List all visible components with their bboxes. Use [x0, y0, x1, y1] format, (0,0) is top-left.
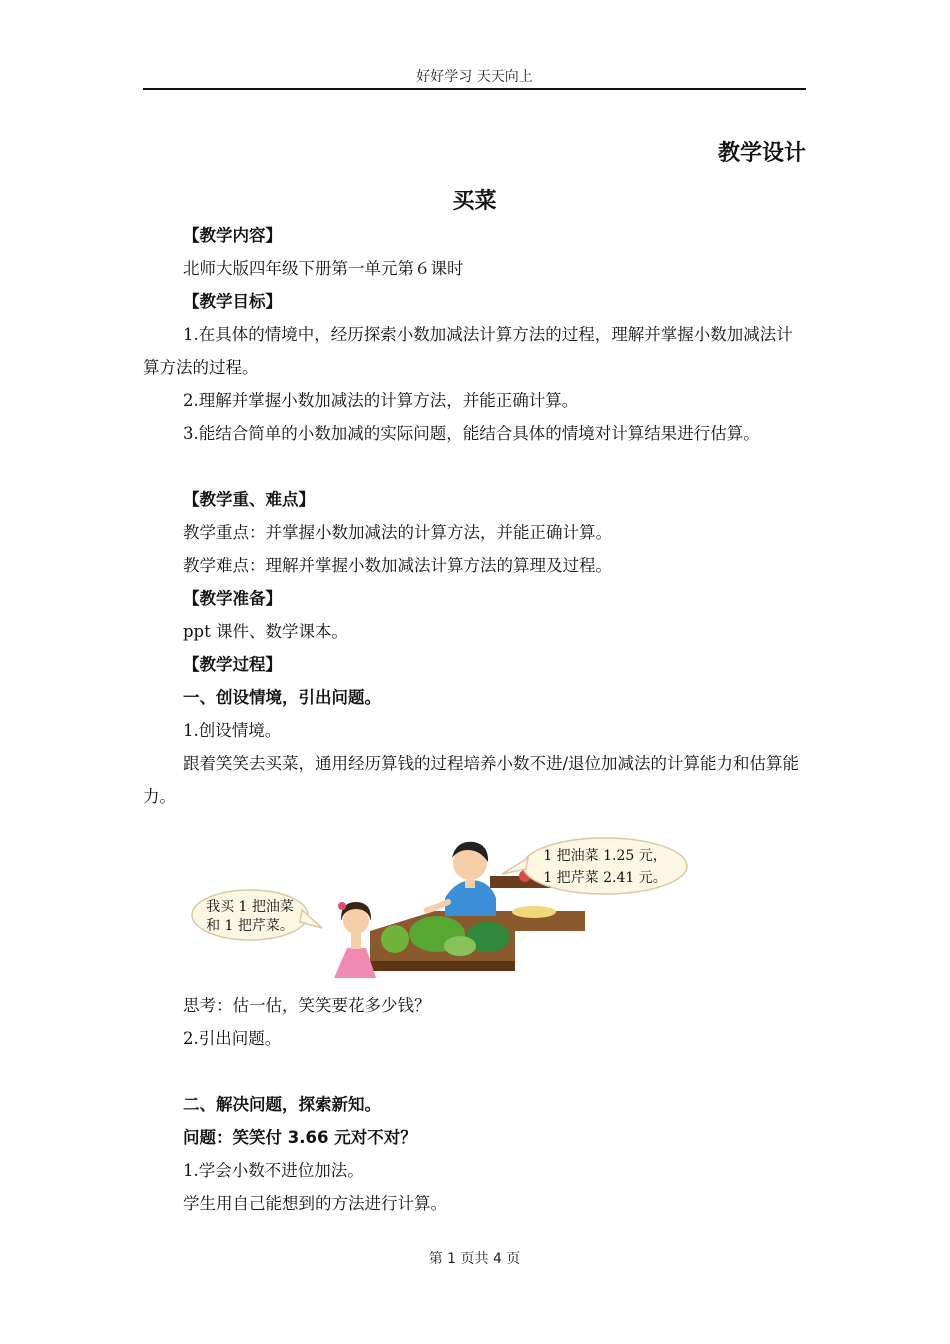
girl-head [343, 908, 369, 934]
prep-text: ppt 课件、数学课本。 [183, 622, 348, 641]
vendor-arm [427, 902, 448, 910]
page-header: 好好学习 天天向上 [416, 69, 533, 85]
goal-2: 2.理解并掌握小数加减法的计算方法，并能正确计算。 [183, 391, 579, 410]
girl-hair-bow [338, 902, 346, 910]
prep-heading: 【教学准备】 [183, 589, 282, 608]
content-heading: 【教学内容】 [183, 226, 282, 245]
step1-description: 跟着笑笑去买菜，通用经历算钱的过程培养小数不进/退位加减法的计算能力和估算能力。 [143, 754, 800, 806]
goal-1: 1.在具体的情境中，经历探索小数加减法计算方法的过程，理解并掌握小数加减法计算方法的过程。 [143, 325, 793, 377]
focus-heading: 【教学重、难点】 [183, 490, 315, 509]
girl-dress [334, 948, 376, 978]
focus-key: 教学重点：并掌握小数加减法的计算方法，并能正确计算。 [183, 523, 612, 542]
focus-difficult: 教学难点：理解并掌握小数加减法计算方法的算理及过程。 [183, 556, 612, 575]
vegetable-front [444, 936, 476, 956]
vendor-bubble-line1: 1 把油菜 1.25 元， [543, 848, 667, 864]
step1-item-2: 2.引出问题。 [183, 1029, 282, 1048]
vegetable-left [381, 925, 409, 953]
step2-item-1: 1.学会小数不进位加法。 [183, 1161, 364, 1180]
content-text: 北师大版四年级下册第一单元第６课时 [183, 259, 464, 278]
step1-heading: 一、创设情境，引出问题。 [183, 688, 381, 707]
vendor-bubble-line2: 1 把芹菜 2.41 元。 [543, 870, 667, 886]
document-type: 教学设计 [717, 141, 806, 166]
think-prompt: 思考：估一估，笑笑要花多少钱？ [183, 996, 431, 1015]
lesson-title: 买菜 [452, 189, 497, 214]
step2-description: 学生用自己能想到的方法进行计算。 [183, 1194, 447, 1213]
step2-heading: 二、解决问题，探索新知。 [183, 1095, 381, 1114]
market-illustration [190, 836, 700, 986]
goal-3: 3.能结合简单的小数加减的实际问题，能结合具体的情境对计算结果进行估算。 [183, 424, 760, 443]
process-heading: 【教学过程】 [183, 655, 282, 674]
girl-neck [351, 933, 361, 949]
step1-item-1: 1.创设情境。 [183, 721, 282, 740]
page-footer: 第 1 页共 4 页 [428, 1251, 521, 1267]
vendor-neck [465, 880, 475, 888]
stall-base [370, 961, 515, 971]
goals-heading: 【教学目标】 [183, 292, 282, 311]
girl-bubble-line2: 和 1 把芹菜。 [206, 918, 294, 934]
vegetable-shelf-right [512, 906, 556, 918]
girl-bubble-line1: 我买 1 把油菜 [206, 899, 294, 915]
header-rule [143, 88, 806, 90]
question-text: 问题：笑笑付 3.66 元对不对？ [183, 1128, 417, 1147]
